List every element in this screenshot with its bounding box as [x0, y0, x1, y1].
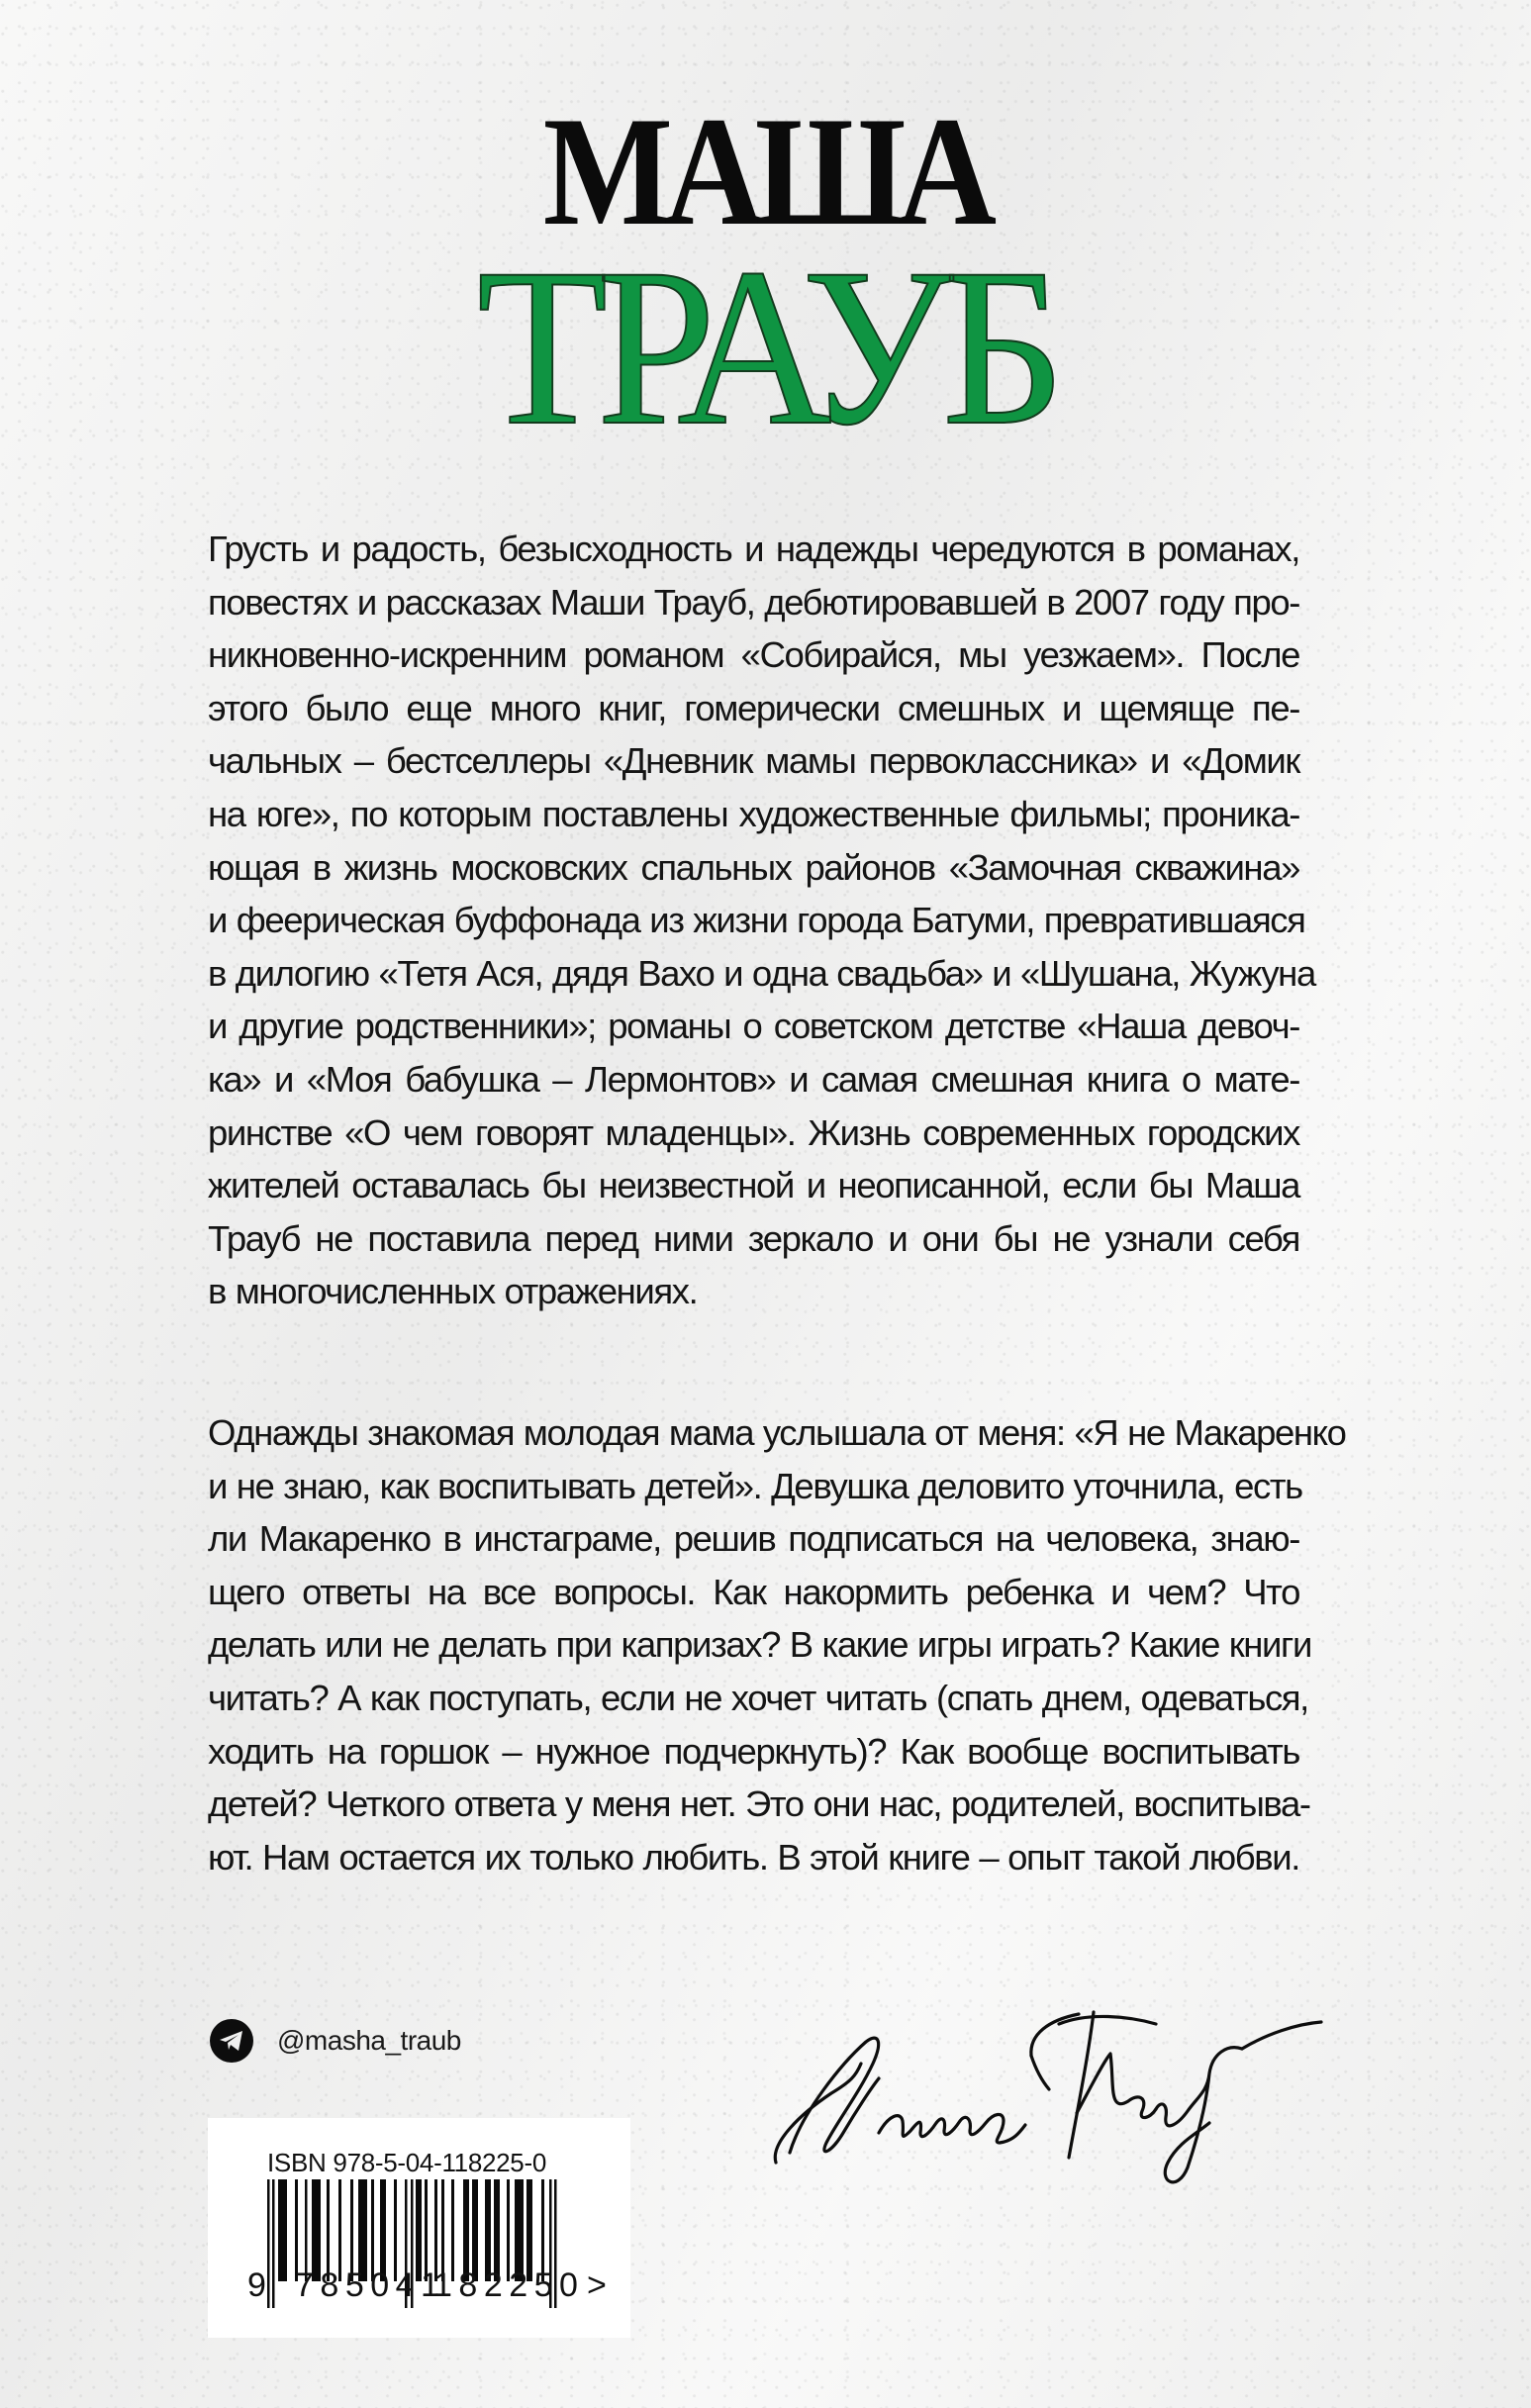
blurb-line: ка» и «Моя бабушка – Лермонтов» и самая смешная книга о мате-	[208, 1058, 1299, 1100]
blurb-line: Грусть и радость, безысходность и надежды чередуются в романах,	[208, 529, 1299, 569]
blurb-line: никновенно-искренним романом «Собирайся, мы уезжаем». После	[208, 634, 1299, 676]
blurb-line: ходить на горшок – нужное подчеркнуть)? Как вообще воспитывать	[208, 1730, 1299, 1772]
author-signature-icon	[762, 1994, 1346, 2202]
blurb-line: и феерическая буффонада из жизни города Батуми, превратившаяся	[208, 900, 1305, 941]
telegram-handle: @masha_traub	[277, 2025, 461, 2056]
author-first-name: МАША	[542, 85, 989, 258]
blurb-line: на юге», по которым поставлены художественные фильмы; проника-	[208, 793, 1299, 834]
blurb-line: повестях и рассказах Маши Трауб, дебютировавшей в 2007 году про-	[208, 581, 1300, 623]
blurb-line: и не знаю, как воспитывать детей». Девушка деловито уточнила, есть	[208, 1465, 1302, 1506]
blurb-line: Однажды знакомая молодая мама услышала от меня: «Я не Макаренко	[208, 1412, 1346, 1453]
blurb-line: этого было еще много книг, гомерически смешных и щемяще пе-	[208, 687, 1299, 728]
blurb-line: детей? Четкого ответа у меня нет. Это они нас, родителей, воспитыва-	[208, 1783, 1310, 1825]
blurb-line: щего ответы на все вопросы. Как накормить ребенка и чем? Что	[208, 1571, 1299, 1612]
telegram-icon	[210, 2019, 253, 2063]
blurb-line: чальных – бестселлеры «Дневник мамы первоклассника» и «Домик	[208, 740, 1299, 782]
isbn-barcode-panel	[208, 2118, 630, 2338]
blurb-line: в многочисленных отражениях.	[208, 1271, 698, 1312]
barcode-quiet-zone-marker: >	[587, 2266, 607, 2304]
blurb-paragraph-1	[208, 523, 1315, 1318]
telegram-link[interactable]	[210, 2019, 461, 2063]
blurb-line: ли Макаренко в инстаграме, решив подписаться на человека, знаю-	[208, 1518, 1299, 1560]
blurb-line: в дилогию «Тетя Ася, дядя Вахо и одна свадьба» и «Шушана, Жужуна	[208, 952, 1315, 994]
barcode-left-digits: 785041	[295, 2266, 446, 2304]
barcode-right-digits: 182250	[433, 2266, 585, 2304]
isbn-number: ISBN 978-5-04-118225-0	[267, 2148, 546, 2177]
barcode-lead-digit: 9	[247, 2266, 266, 2304]
blurb-line: ющая в жизнь московских спальных районов «Замочная скважина»	[208, 846, 1299, 888]
blurb-line: и другие родственники»; романы о советском детстве «Наша девоч-	[208, 1006, 1299, 1047]
author-last-name: ТРАУБ	[476, 223, 1055, 472]
blurb-line: жителей оставалась бы неизвестной и неописанной, если бы Маша	[208, 1165, 1299, 1206]
barcode-digits	[208, 2266, 630, 2311]
blurb-line: ют. Нам остается их только любить. В этой книге – опыт такой любви.	[208, 1836, 1299, 1878]
blurb-line: Трауб не поставила перед ними зеркало и они бы не узнали себя	[208, 1217, 1299, 1259]
blurb-line: делать или не делать при капризах? В какие игры играть? Какие книги	[208, 1624, 1311, 1666]
cover-title	[0, 85, 1531, 472]
blurb-line: ринстве «О чем говорят младенцы». Жизнь современных городских	[208, 1111, 1299, 1153]
blurb-line: читать? А как поступать, если не хочет читать (спать днем, одеваться,	[208, 1677, 1308, 1718]
blurb-paragraph-2	[208, 1406, 1346, 1883]
